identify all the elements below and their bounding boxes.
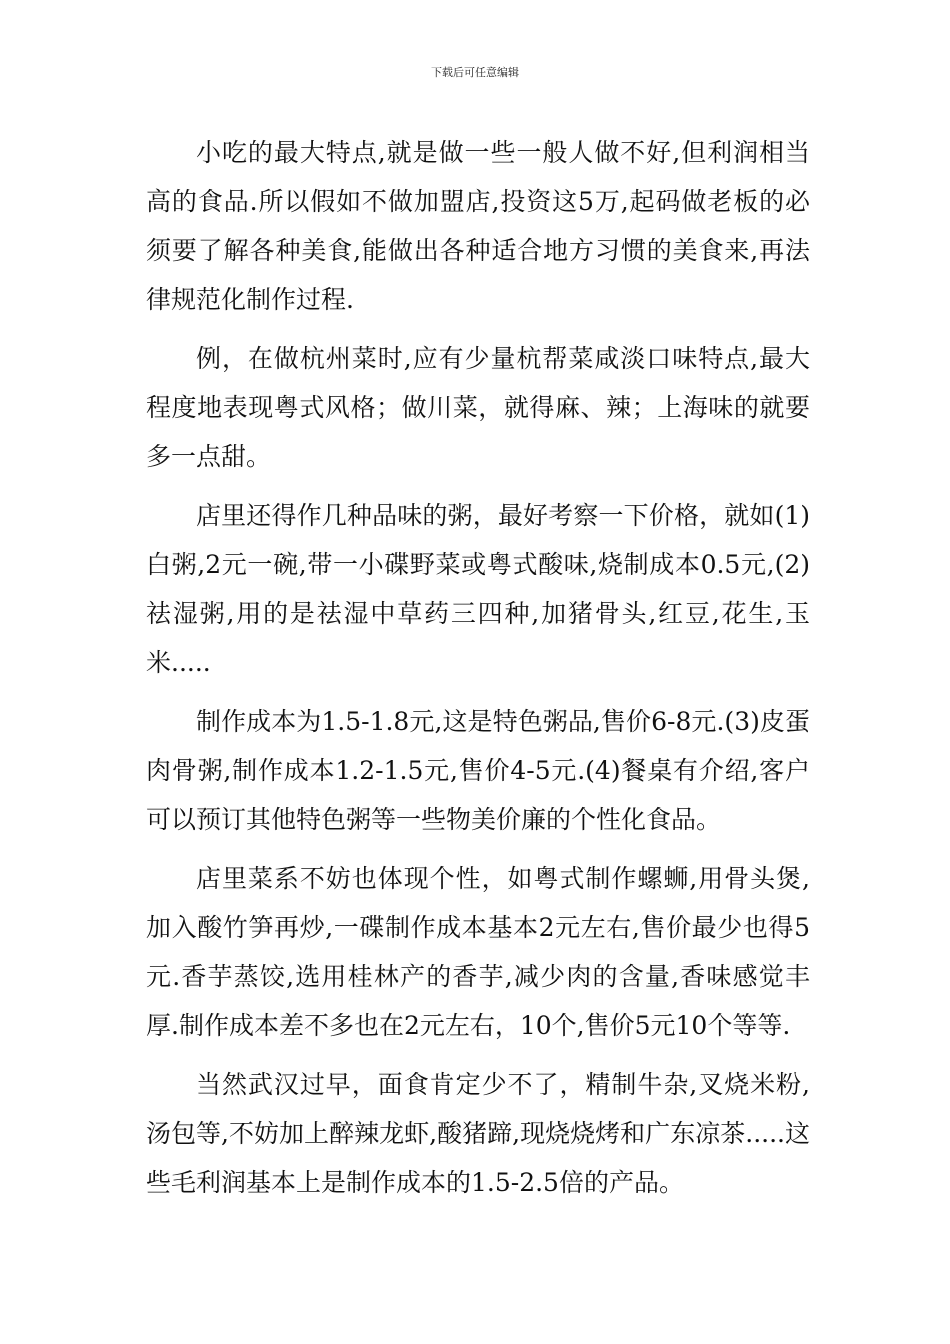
paragraph: 例，在做杭州菜时,应有少量杭帮菜咸淡口味特点,最大程度地表现粤式风格；做川菜，就得麻、辣；上海味的就要多一点甜。 [146,344,810,471]
paragraph: 店里菜系不妨也体现个性，如粤式制作螺蛳,用骨头煲,加入酸竹笋再炒,一碟制作成本基本2元左右,售价最少也得5元.香芋蒸饺,选用桂林产的香芋,减少肉的含量,香味感觉丰厚.制作成本差不多也在2元左右，10个,售价5元10个等等. [146,864,810,1040]
page-header: 下载后可任意编辑 [431,66,519,79]
paragraph: 店里还得作几种品味的粥，最好考察一下价格，就如(1)白粥,2元一碗,带一小碟野菜或粤式酸味,烧制成本0.5元,(2)祛湿粥,用的是祛湿中草药三四种,加猪骨头,红豆,花生,玉米..... [146,501,810,677]
paragraph: 制作成本为1.5-1.8元,这是特色粥品,售价6-8元.(3)皮蛋肉骨粥,制作成本1.2-1.5元,售价4-5元.(4)餐桌有介绍,客户可以预订其他特色粥等一些物美价廉的个性化食品。 [146,707,810,834]
paragraph: 小吃的最大特点,就是做一些一般人做不好,但利润相当高的食品.所以假如不做加盟店,投资这5万,起码做老板的必须要了解各种美食,能做出各种适合地方习惯的美食来,再法律规范化制作过程. [146,138,810,314]
paragraph: 当然武汉过早，面食肯定少不了，精制牛杂,叉烧米粉,汤包等,不妨加上醉辣龙虾,酸猪蹄,现烧烧烤和广东凉茶.....这些毛利润基本上是制作成本的1.5-2.5倍的产品。 [146,1070,810,1197]
document-body [146,128,810,1217]
